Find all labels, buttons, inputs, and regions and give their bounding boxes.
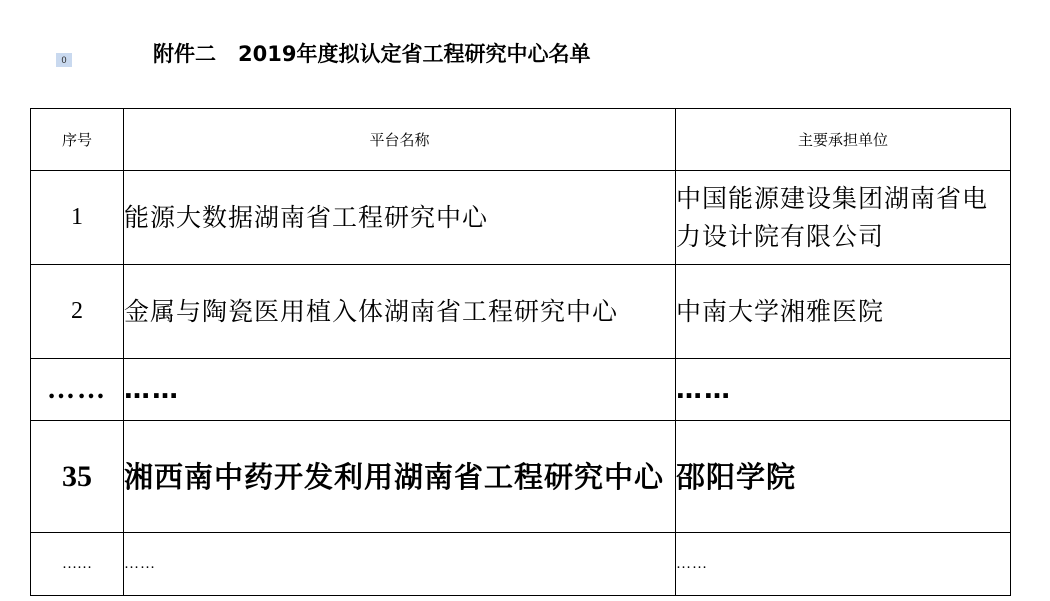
row-serial-number: 35 [31, 421, 124, 533]
row-host-unit: 中南大学湘雅医院 [676, 265, 1011, 359]
center-list-table [30, 108, 1011, 596]
document-title [153, 38, 590, 68]
table-row [31, 265, 1011, 359]
title-prefix: 附件二 [153, 42, 216, 66]
row-host-unit: 邵阳学院 [676, 421, 1011, 533]
row-serial-number: …… [31, 359, 124, 421]
row-serial-number: 1 [31, 171, 124, 265]
header-serial-number: 序号 [31, 109, 124, 171]
title-main: 2019年度拟认定省工程研究中心名单 [238, 42, 591, 66]
row-platform-name: 金属与陶瓷医用植入体湖南省工程研究中心 [124, 265, 676, 359]
page-marker: 0 [56, 53, 72, 67]
row-host-unit: 中国能源建设集团湖南省电力设计院有限公司 [676, 171, 1011, 265]
table-row [31, 359, 1011, 421]
header-platform-name: 平台名称 [124, 109, 676, 171]
row-platform-name: 能源大数据湖南省工程研究中心 [124, 171, 676, 265]
table-row [31, 171, 1011, 265]
row-host-unit: …… [676, 533, 1011, 596]
table-row [31, 533, 1011, 596]
row-platform-name: 湘西南中药开发利用湖南省工程研究中心 [124, 421, 676, 533]
header-host-unit: 主要承担单位 [676, 109, 1011, 171]
row-serial-number: 2 [31, 265, 124, 359]
row-host-unit: …… [676, 359, 1011, 421]
row-platform-name: …… [124, 359, 676, 421]
row-serial-number: …… [31, 533, 124, 596]
table-row [31, 421, 1011, 533]
row-platform-name: …… [124, 533, 676, 596]
table-header-row [31, 109, 1011, 171]
